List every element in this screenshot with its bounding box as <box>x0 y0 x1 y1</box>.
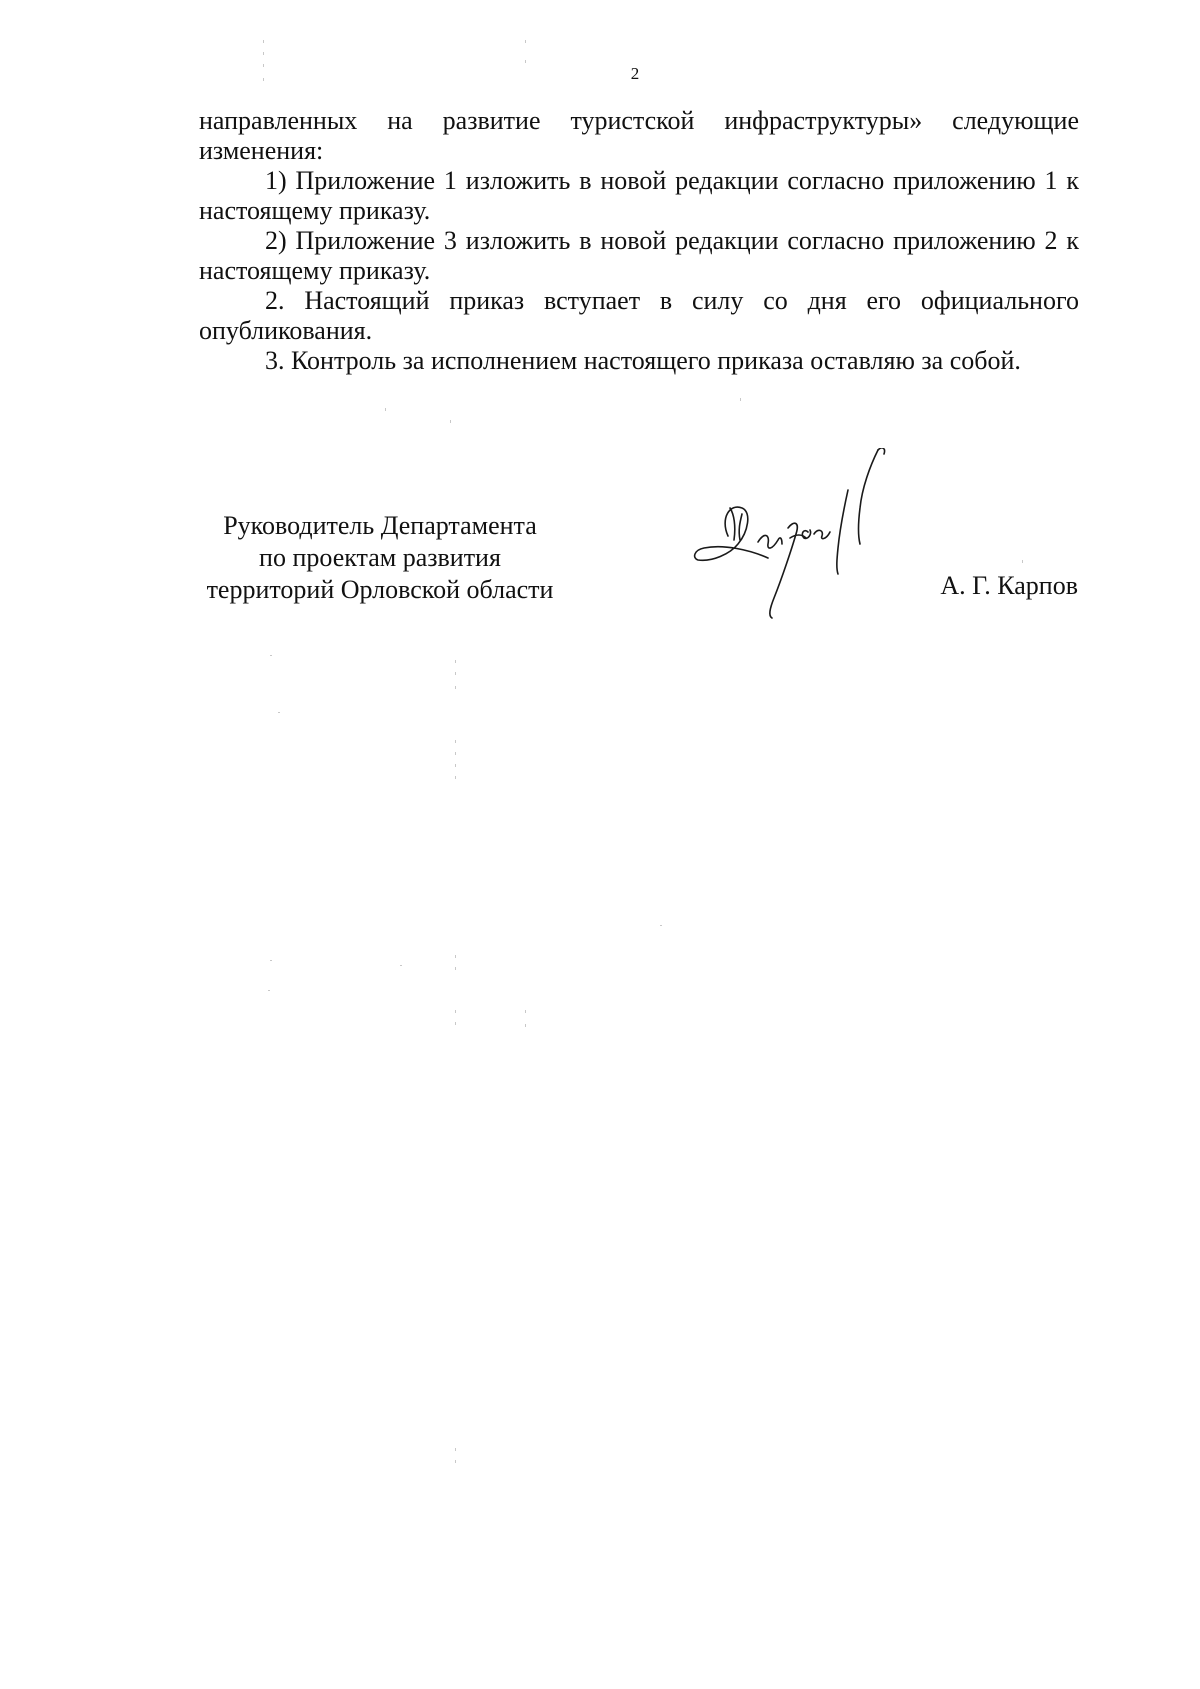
paragraph-point-2: 2. Настоящий приказ вступает в силу со дня его официального опубликования. <box>199 286 1079 345</box>
signatory-title <box>190 510 570 606</box>
handwritten-signature-icon <box>690 448 930 628</box>
paragraph-item-2: 2) Приложение 3 изложить в новой редакции согласно приложению 2 к настоящему приказу. <box>199 226 1079 285</box>
paragraph-continuation: направленных на развитие туристской инфраструктуры» следующие изменения: <box>199 106 1079 165</box>
signatory-title-line-1: Руководитель Департамента <box>223 511 537 540</box>
paragraph-point-3: 3. Контроль за исполнением настоящего приказа оставляю за собой. <box>265 346 1021 375</box>
signatory-title-line-2: по проектам развития <box>259 543 501 572</box>
paragraph-item-1: 1) Приложение 1 изложить в новой редакции согласно приложению 1 к настоящему приказу. <box>199 166 1079 225</box>
signatory-title-line-3: территорий Орловской области <box>206 575 554 604</box>
signatory-name: А. Г. Карпов <box>940 571 1078 600</box>
document-body <box>199 106 1079 376</box>
page-number: 2 <box>630 64 640 83</box>
